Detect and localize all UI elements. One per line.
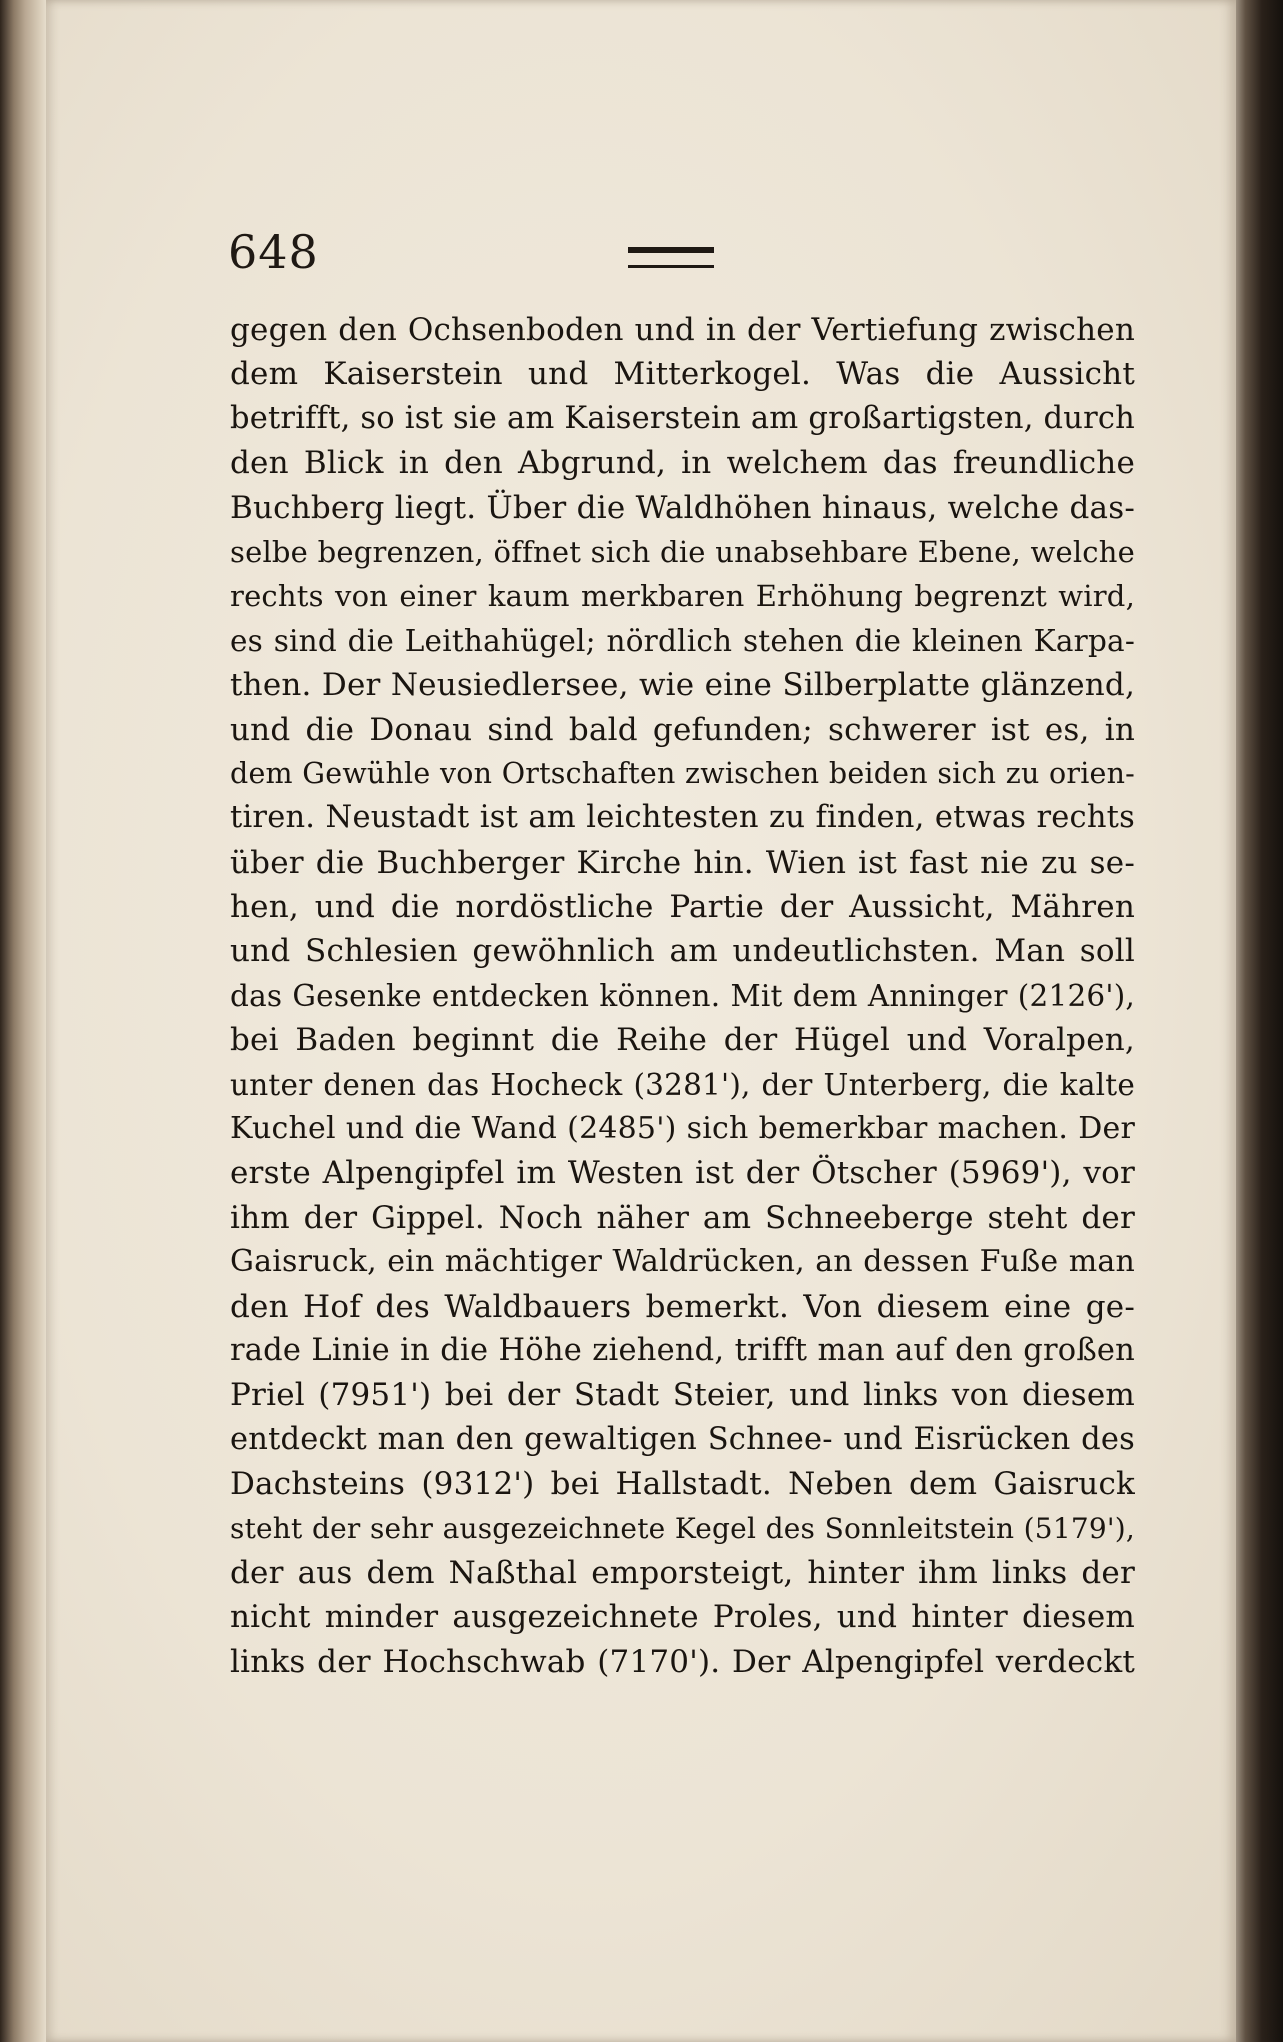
text-line: Gaisruck, ein mächtiger Waldrücken, an dessen Fuße man: [230, 1244, 1135, 1280]
text-line: betrifft, so ist sie am Kaiserstein am großartigsten, durch: [230, 400, 1135, 436]
page-header: [228, 225, 1108, 295]
text-line: Buchberg liegt. Über die Waldhöhen hinaus, welche das-: [230, 489, 1135, 526]
header-rule: [628, 247, 714, 268]
text-line: nicht minder ausgezeichnete Proles, und hinter diesem: [230, 1599, 1135, 1636]
text-line: und die Donau sind bald gefunden; schwerer ist es, in: [230, 711, 1135, 748]
body-text: [230, 308, 1135, 1684]
page-stack-edge: [0, 0, 46, 2042]
text-line: then. Der Neusiedlersee, wie eine Silberplatte glänzend,: [230, 667, 1135, 704]
text-line: das Gesenke entdecken können. Mit dem Anninger (2126'),: [230, 978, 1135, 1013]
text-line: Dachsteins (9312') bei Hallstadt. Neben dem Gaisruck: [230, 1466, 1135, 1503]
text-line: der aus dem Naßthal emporsteigt, hinter ihm links der: [230, 1554, 1135, 1591]
book-binding-edge: [1236, 0, 1283, 2042]
text-line: dem Gewühle von Ortschaften zwischen beiden sich zu orien-: [230, 756, 1135, 790]
text-line: tiren. Neustadt ist am leichtesten zu finden, etwas rechts: [230, 800, 1135, 836]
text-line: rechts von einer kaum merkbaren Erhöhung begrenzt wird,: [230, 579, 1135, 614]
text-line: dem Kaiserstein und Mitterkogel. Was die Aussicht: [230, 356, 1135, 393]
text-line: den Hof des Waldbauers bemerkt. Von diesem eine ge-: [230, 1288, 1135, 1325]
text-line: gegen den Ochsenboden und in der Vertiefung zwischen: [230, 312, 1135, 348]
text-line: ihm der Gippel. Noch näher am Schneeberge steht der: [230, 1199, 1135, 1236]
text-line: Priel (7951') bei der Stadt Steier, und links von diesem: [230, 1377, 1135, 1414]
text-line: bei Baden beginnt die Reihe der Hügel und Voralpen,: [230, 1022, 1135, 1059]
text-line: rade Linie in die Höhe ziehend, trifft man auf den großen: [230, 1332, 1135, 1368]
text-line: und Schlesien gewöhnlich am undeutlichsten. Man soll: [230, 933, 1135, 970]
text-line: erste Alpengipfel im Westen ist der Ötscher (5969'), vor: [230, 1155, 1135, 1192]
text-line: selbe begrenzen, öffnet sich die unabsehbare Ebene, welche: [230, 534, 1135, 569]
text-line: über die Buchberger Kirche hin. Wien ist fast nie zu se-: [230, 844, 1135, 881]
text-line: hen, und die nordöstliche Partie der Aussicht, Mähren: [230, 889, 1135, 926]
text-line: unter denen das Hocheck (3281'), der Unterberg, die kalte: [230, 1067, 1135, 1102]
text-line: links der Hochschwab (7170'). Der Alpengipfel verdeckt: [230, 1643, 1135, 1680]
text-line: steht der sehr ausgezeichnete Kegel des Sonnleitstein (5179'),: [230, 1511, 1135, 1545]
text-line: den Blick in den Abgrund, in welchem das freundliche: [230, 445, 1135, 482]
text-line: es sind die Leithahügel; nördlich stehen die kleinen Karpa-: [230, 623, 1135, 658]
text-line: Kuchel und die Wand (2485') sich bemerkbar machen. Der: [230, 1111, 1135, 1147]
text-line: entdeckt man den gewaltigen Schnee- und Eisrücken des: [230, 1421, 1135, 1457]
page-number: 648: [228, 225, 319, 279]
